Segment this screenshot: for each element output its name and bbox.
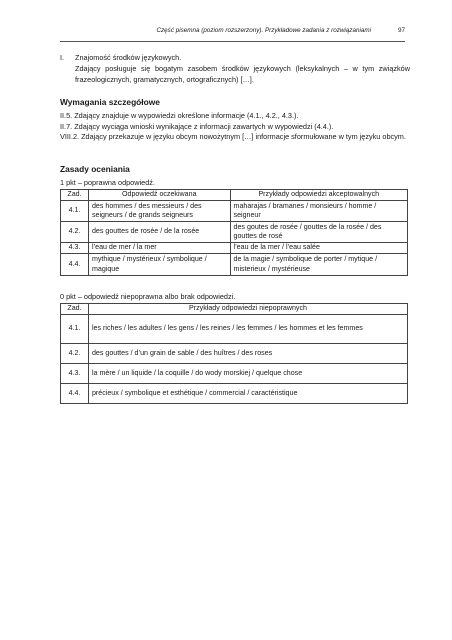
accepted-answers: des goutes de rosée / gouttes de la rosée / des gouttes de rosé bbox=[230, 222, 407, 243]
one-point-rule: 1 pkt – poprawna odpowiedź. bbox=[60, 178, 155, 187]
header-title: Część pisemna (poziom rozszerzony). Przykładowe zadania z rozwiązaniami bbox=[156, 27, 371, 34]
task-number: 4.4. bbox=[61, 254, 89, 276]
expected-answer: l’eau de mer / la mer bbox=[88, 243, 230, 254]
accepted-answers: l’eau de la mer / l’eau salée bbox=[230, 243, 407, 254]
requirement-item: VIII.2. Zdający przekazuje w języku obcym nowożytnym […] informacje sformułowane w tym języku obcym. bbox=[60, 132, 406, 142]
table-row bbox=[61, 315, 408, 344]
task-number: 4.2. bbox=[61, 222, 89, 243]
task-number: 4.4. bbox=[61, 384, 89, 404]
task-number: 4.3. bbox=[61, 243, 89, 254]
table-row bbox=[61, 384, 408, 404]
column-header: Zad. bbox=[61, 190, 89, 201]
accepted-answers: maharajas / bramanes / monsieurs / homme / seigneur bbox=[230, 201, 407, 222]
table-row bbox=[61, 201, 408, 222]
table-row bbox=[61, 364, 408, 384]
page-number: 97 bbox=[397, 27, 405, 34]
section-description: Zdający posługuje się bogatym zasobem środków językowych (leksykalnych – w tym związków frazeologicznych, gramatycznych, ortograficznych) […]. bbox=[75, 64, 410, 84]
table-row bbox=[61, 222, 408, 243]
expected-answer: mythique / mystérieux / symbolique / magique bbox=[88, 254, 230, 276]
table-header-row bbox=[61, 190, 408, 201]
scoring-heading: Zasady oceniania bbox=[60, 164, 130, 174]
section-number: I. bbox=[60, 53, 65, 62]
table-row bbox=[61, 243, 408, 254]
expected-answer: des gouttes de rosée / de la rosée bbox=[88, 222, 230, 243]
column-header: Przykłady odpowiedzi niepoprawnych bbox=[88, 304, 407, 315]
incorrect-answers: les riches / les adultes / les gens / les reines / les femmes / les hommes et les femmes bbox=[88, 315, 407, 344]
accepted-answers: de la magie / symbolique de porter / mytique / misterieux / mystérieuse bbox=[230, 254, 407, 276]
task-number: 4.2. bbox=[61, 344, 89, 364]
requirements-heading: Wymagania szczegółowe bbox=[60, 97, 160, 107]
correct-answers-table bbox=[60, 189, 408, 276]
task-number: 4.3. bbox=[61, 364, 89, 384]
section-title: Znajomość środków językowych. bbox=[75, 53, 182, 62]
incorrect-answers: précieux / symbolique et esthétique / commercial / caractéristique bbox=[88, 384, 407, 404]
column-header: Odpowiedź oczekiwana bbox=[88, 190, 230, 201]
table-header-row bbox=[61, 304, 408, 315]
table-row bbox=[61, 254, 408, 276]
page-header bbox=[60, 27, 405, 42]
requirements-list bbox=[60, 111, 410, 143]
task-number: 4.1. bbox=[61, 315, 89, 344]
table-row bbox=[61, 344, 408, 364]
requirement-item: II.7. Zdający wyciąga wnioski wynikające z informacji zawartych w wypowiedzi (4.4.). bbox=[60, 121, 334, 131]
expected-answer: des hommes / des messieurs / des seigneurs / de grands seigneurs bbox=[88, 201, 230, 222]
task-number: 4.1. bbox=[61, 201, 89, 222]
incorrect-answers: des gouttes / d’un grain de sable / des huîtres / des roses bbox=[88, 344, 407, 364]
incorrect-answers-table bbox=[60, 303, 408, 404]
incorrect-answers: la mère / un liquide / la coquille / do wody morskiej / quelque chose bbox=[88, 364, 407, 384]
column-header: Zad. bbox=[61, 304, 89, 315]
column-header: Przykłady odpowiedzi akceptowalnych bbox=[230, 190, 407, 201]
zero-point-rule: 0 pkt – odpowiedź niepoprawna albo brak odpowiedzi. bbox=[60, 292, 236, 301]
requirement-item: II.5. Zdający znajduje w wypowiedzi określone informacje (4.1., 4.2., 4.3.). bbox=[60, 111, 299, 120]
